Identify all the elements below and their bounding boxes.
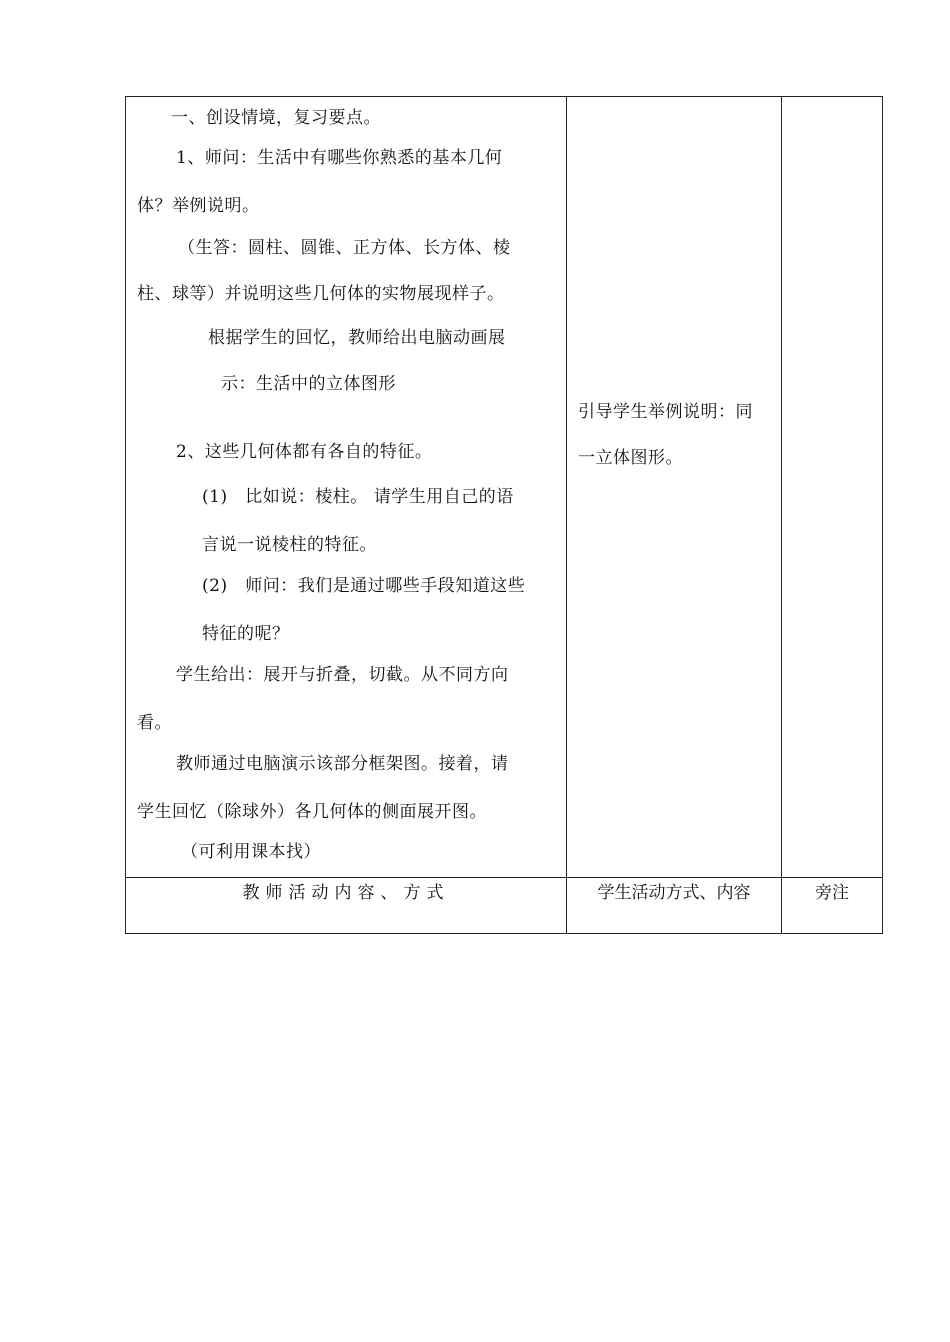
teacher-line: 看。 (137, 713, 172, 733)
teacher-line: 一、创设情境，复习要点。 (171, 108, 381, 128)
teacher-line: 柱、球等）并说明这些几何体的实物展现样子。 (137, 284, 505, 304)
teacher-line: 1、师问：生活中有哪些你熟悉的基本几何 (176, 148, 503, 168)
teacher-line: 体？举例说明。 (137, 196, 260, 216)
teacher-line: （可利用课本找） (181, 842, 321, 862)
teacher-activity-header: 教师活动内容、方式 (126, 878, 567, 934)
teacher-line: (1) 比如说：棱柱。 请学生用自己的语 (202, 487, 514, 507)
content-row (126, 97, 883, 878)
student-line: 引导学生举例说明：同 (578, 402, 753, 422)
teacher-line: 2、这些几何体都有各自的特征。 (176, 442, 433, 462)
teacher-line: 教师通过电脑演示该部分框架图。接着，请 (176, 754, 509, 774)
teacher-line: 特征的呢？ (202, 624, 290, 644)
student-line: 一立体图形。 (578, 448, 683, 468)
teacher-line: 示：生活中的立体图形 (221, 374, 396, 394)
header-row (126, 878, 883, 934)
teacher-line: 言说一说棱柱的特征。 (202, 535, 377, 555)
student-activity-cell (567, 97, 782, 878)
lesson-plan-table (125, 96, 883, 934)
teacher-activity-cell (126, 97, 567, 878)
notes-cell (782, 97, 883, 878)
teacher-line: （生答：圆柱、圆锥、正方体、长方体、棱 (178, 238, 511, 258)
teacher-line: 学生回忆（除球外）各几何体的侧面展开图。 (137, 802, 487, 822)
teacher-line: 根据学生的回忆，教师给出电脑动画展 (208, 328, 506, 348)
student-activity-header: 学生活动方式、内容 (567, 878, 782, 934)
teacher-line: (2) 师问：我们是通过哪些手段知道这些 (202, 576, 526, 596)
notes-header: 旁注 (782, 878, 883, 934)
teacher-line: 学生给出：展开与折叠，切截。从不同方向 (176, 665, 509, 685)
